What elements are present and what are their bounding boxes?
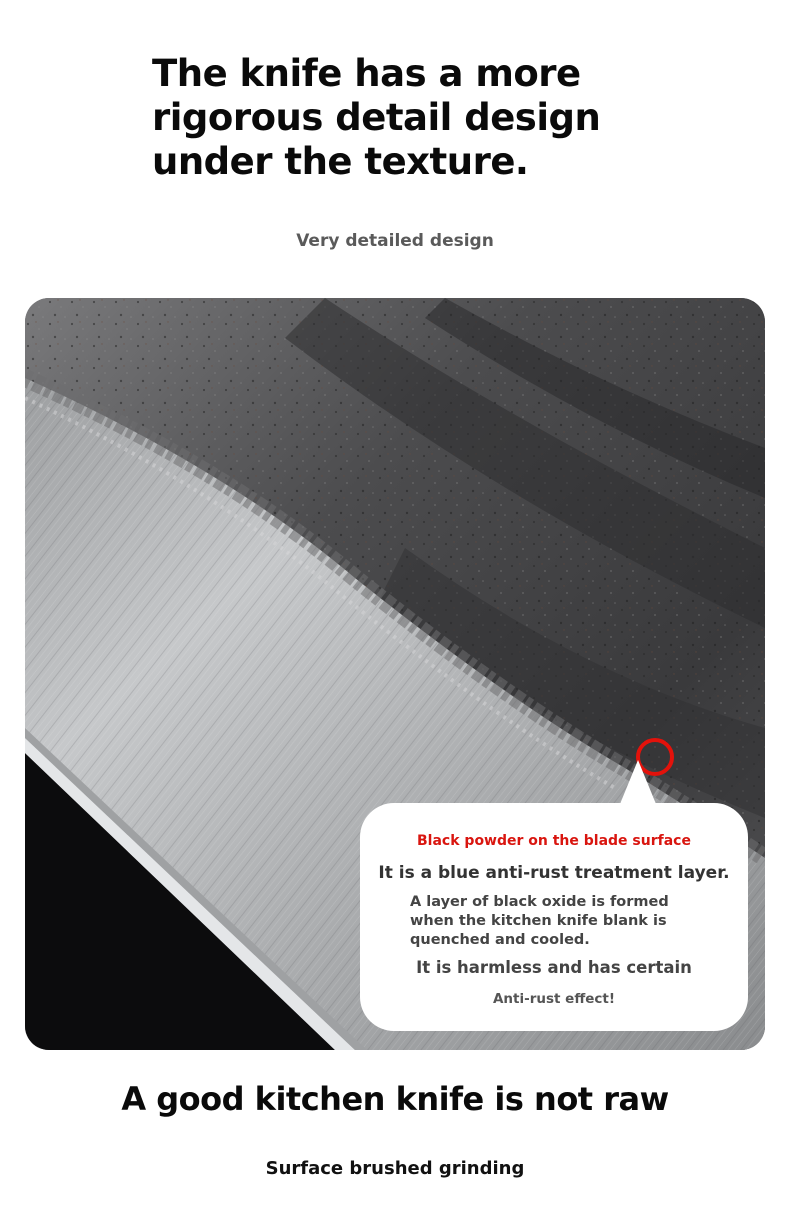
callout-harmless-text: It is harmless and has certain: [416, 958, 692, 977]
callout-pointer: [620, 760, 656, 804]
headline-line-1: The knife has a more: [152, 52, 581, 95]
headline-line-3: under the texture.: [152, 140, 529, 183]
section-subtitle: Surface brushed grinding: [265, 1158, 525, 1179]
callout-desc-line-1: A layer of black oxide is formed: [410, 894, 669, 910]
callout-main-text: It is a blue anti-rust treatment layer.: [378, 863, 730, 883]
callout-desc-line-3: quenched and cooled.: [410, 932, 590, 948]
callout-effect-text: Anti-rust effect!: [492, 991, 616, 1007]
section-title: A good kitchen knife is not raw: [121, 1080, 669, 1118]
callout-desc-line-2: when the kitchen knife blank is: [410, 913, 667, 929]
callout-title: Black powder on the blade surface: [417, 833, 691, 849]
info-callout: [360, 803, 748, 1031]
callout-description: [410, 893, 710, 950]
headline: [152, 52, 652, 184]
subhead: Very detailed design: [296, 231, 494, 251]
headline-line-2: rigorous detail design: [152, 96, 601, 139]
